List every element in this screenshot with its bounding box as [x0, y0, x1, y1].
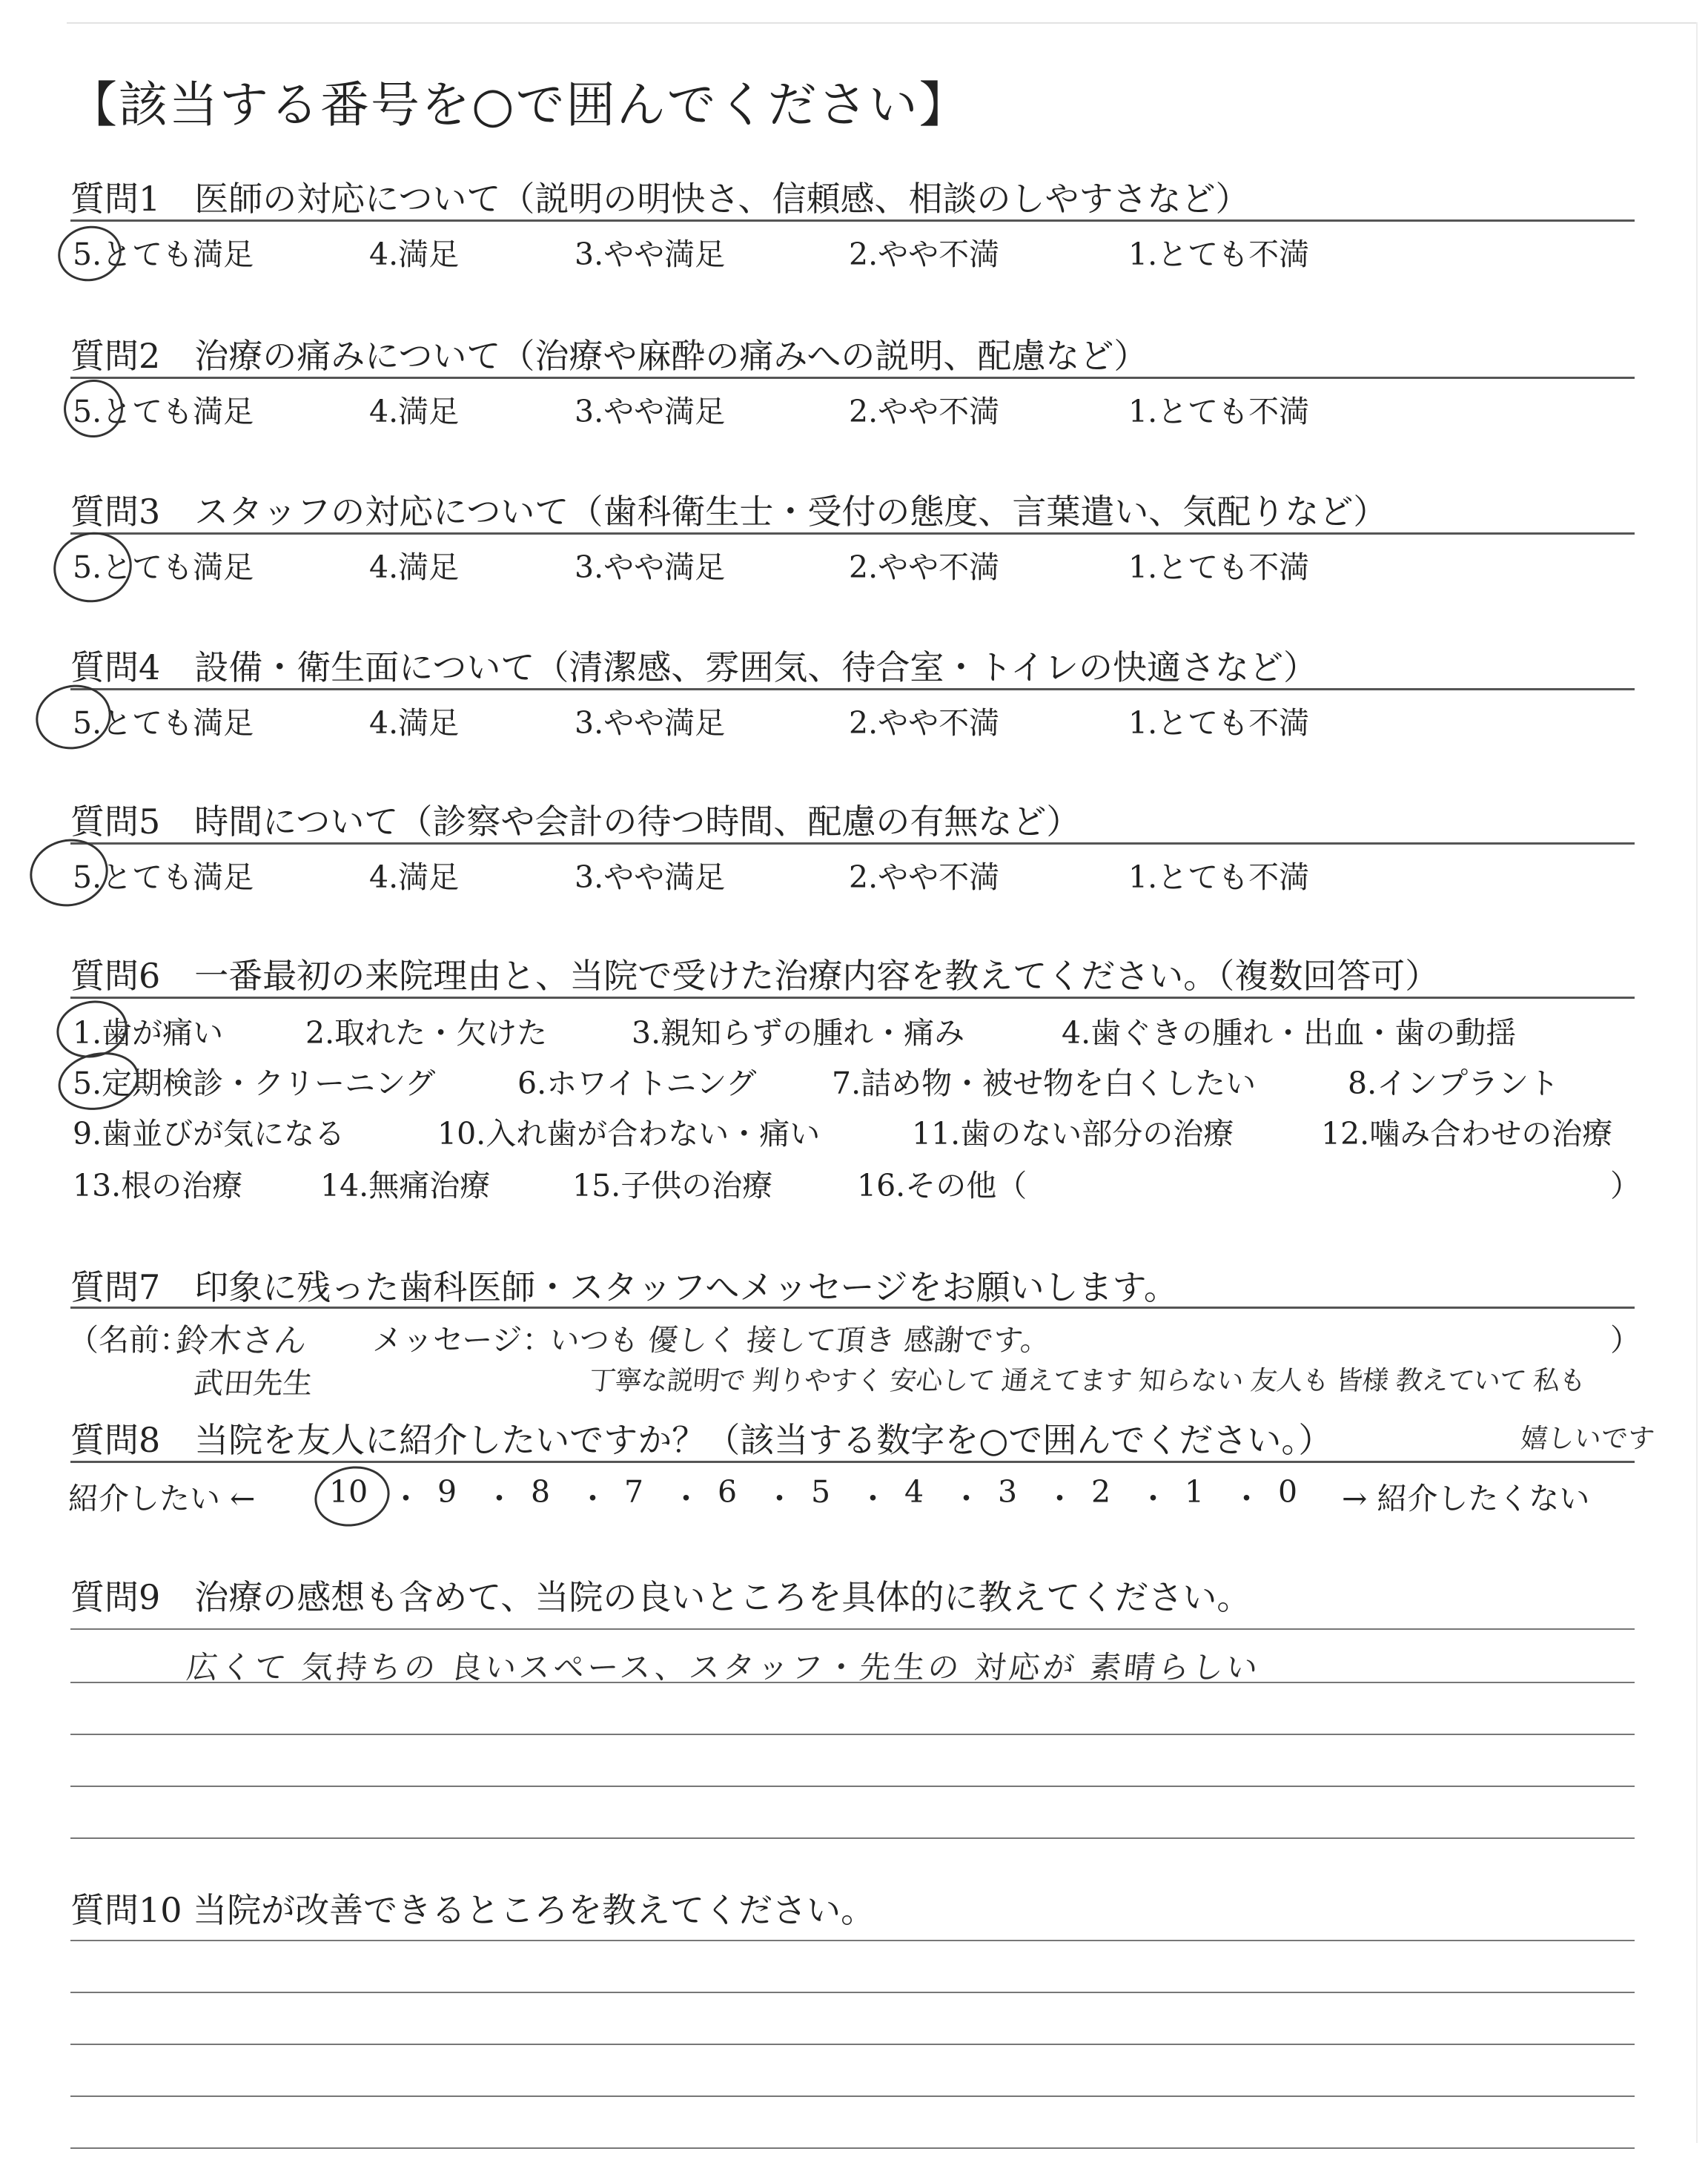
q5-option-5[interactable]: 5.とても満足	[73, 859, 254, 895]
q7-close-paren: ）	[1610, 1322, 1641, 1358]
question-3-title: 質問3 スタッフの対応について（歯科衛生士・受付の態度、言葉遣い、気配りなど）	[70, 492, 1388, 532]
q8-separator: ・	[1138, 1481, 1168, 1516]
q5-option-4[interactable]: 4.満足	[369, 859, 460, 895]
q9-answer-line	[70, 1837, 1635, 1839]
q9-answer-line	[70, 1682, 1635, 1683]
q7-name-label: （名前：	[68, 1322, 190, 1358]
q2-selection-circle	[59, 374, 128, 443]
q1-option-4[interactable]: 4.満足	[369, 237, 460, 272]
q6-other-close-paren: ）	[1610, 1168, 1641, 1203]
q10-answer-line	[70, 1992, 1635, 1993]
q6-option-10[interactable]: 10.入れ歯が合わない・痛い	[437, 1116, 821, 1152]
q6-option-6[interactable]: 6.ホワイトニング	[517, 1066, 757, 1101]
q9-answer-line	[70, 1786, 1635, 1787]
q7-message-label: メッセージ：	[372, 1322, 553, 1358]
q1-option-5[interactable]: 5.とても満足	[73, 237, 254, 272]
q6-option-7[interactable]: 7.詰め物・被せ物を白くしたい	[832, 1066, 1257, 1101]
q4-option-1[interactable]: 1.とても不満	[1128, 705, 1310, 741]
q6-option-11[interactable]: 11.歯のない部分の治療	[912, 1116, 1234, 1152]
scan-border-top	[67, 22, 1698, 27]
q9-handwritten-answer: 広くて 気持ちの 良いスペース、スタッフ・先生の 対応が 素晴らしい	[185, 1649, 1262, 1685]
q6-option-3[interactable]: 3.親知らずの腫れ・痛み	[632, 1015, 965, 1051]
q8-separator: ・	[577, 1481, 608, 1516]
q6-option-15[interactable]: 15.子供の治療	[572, 1168, 773, 1203]
question-4-title: 質問4 設備・衛生面について（清潔感、雰囲気、待合室・トイレの快適さなど）	[70, 647, 1318, 687]
q8-separator: ・	[858, 1481, 888, 1516]
q2-option-1[interactable]: 1.とても不満	[1128, 394, 1310, 429]
question-2-title: 質問2 治療の痛みについて（治療や麻酔の痛みへの説明、配慮など）	[70, 336, 1148, 376]
q4-option-4[interactable]: 4.満足	[369, 705, 460, 741]
q8-scale-3[interactable]: 3	[998, 1474, 1018, 1510]
q8-scale-4[interactable]: 4	[904, 1474, 924, 1510]
question-3-rule	[70, 532, 1635, 535]
q2-option-2[interactable]: 2.やや不満	[849, 394, 1000, 429]
q10-answer-line	[70, 2147, 1635, 2149]
q7-handwritten-name-2: 武田先生	[192, 1367, 315, 1401]
q1-option-1[interactable]: 1.とても不満	[1128, 237, 1310, 272]
q8-separator: ・	[391, 1481, 421, 1516]
q8-scale-2[interactable]: 2	[1091, 1474, 1111, 1510]
q8-selection-circle	[309, 1459, 395, 1533]
q8-scale-1[interactable]: 1	[1185, 1474, 1205, 1510]
q10-answer-line	[70, 2044, 1635, 2045]
question-5-title: 質問5 時間について（診察や会計の待つ時間、配慮の有無など）	[70, 802, 1081, 842]
q10-answer-line	[70, 1940, 1635, 1941]
question-6-rule	[70, 997, 1635, 999]
q7-handwritten-name-1: 鈴木さん	[173, 1322, 309, 1360]
q1-option-2[interactable]: 2.やや不満	[849, 237, 1000, 272]
question-7-rule	[70, 1307, 1635, 1309]
q3-option-3[interactable]: 3.やや満足	[575, 549, 726, 585]
q3-option-5[interactable]: 5.とても満足	[73, 549, 254, 585]
question-10-title: 質問10 当院が改善できるところを教えてください。	[70, 1890, 875, 1930]
q8-separator: ・	[671, 1481, 701, 1516]
q8-scale-6[interactable]: 6	[718, 1474, 738, 1510]
question-7-title: 質問7 印象に残った歯科医師・スタッフへメッセージをお願いします。	[70, 1267, 1178, 1307]
q5-option-1[interactable]: 1.とても不満	[1128, 859, 1310, 895]
question-2-rule	[70, 377, 1635, 379]
q3-option-2[interactable]: 2.やや不満	[849, 549, 1000, 585]
q6-option-13[interactable]: 13.根の治療	[73, 1168, 243, 1203]
q6-option-14[interactable]: 14.無痛治療	[320, 1168, 491, 1203]
q7-handwritten-message-1: いつも 優しく 接して頂き 感謝です。	[548, 1324, 1053, 1358]
q8-scale-8[interactable]: 8	[531, 1474, 551, 1510]
question-5-rule	[70, 842, 1635, 845]
q6-option-16[interactable]: 16.その他（	[857, 1168, 1027, 1203]
q2-option-5[interactable]: 5.とても満足	[73, 394, 254, 429]
q8-separator: ・	[764, 1481, 795, 1516]
q6-option-5[interactable]: 5.定期検診・クリーニング	[73, 1066, 436, 1101]
q8-separator: ・	[484, 1481, 514, 1516]
q8-scale-9[interactable]: 9	[437, 1474, 457, 1510]
q10-answer-line	[70, 2095, 1635, 2097]
q4-option-5[interactable]: 5.とても満足	[73, 705, 254, 741]
q5-option-2[interactable]: 2.やや不満	[849, 859, 1000, 895]
q6-option-9[interactable]: 9.歯並びが気になる	[73, 1116, 345, 1152]
q5-option-3[interactable]: 3.やや満足	[575, 859, 726, 895]
question-1-title: 質問1 医師の対応について（説明の明快さ、信頼感、相談のしやすさなど）	[70, 179, 1250, 219]
scan-border-right	[1696, 22, 1698, 2143]
q6-option-8[interactable]: 8.インプラント	[1348, 1066, 1560, 1101]
q6-selection-circle-5	[53, 1045, 144, 1117]
q8-separator: ・	[951, 1481, 982, 1516]
q1-option-3[interactable]: 3.やや満足	[575, 237, 726, 272]
q6-option-4[interactable]: 4.歯ぐきの腫れ・出血・歯の動揺	[1062, 1015, 1517, 1051]
question-8-title: 質問8 当院を友人に紹介したいですか？（該当する数字を○で囲んでください。）	[70, 1420, 1333, 1460]
question-9-title: 質問9 治療の感想も含めて、当院の良いところを具体的に教えてください。	[70, 1577, 1251, 1617]
question-4-rule	[70, 688, 1635, 690]
question-1-rule	[70, 219, 1635, 222]
q4-option-2[interactable]: 2.やや不満	[849, 705, 1000, 741]
q8-separator: ・	[1231, 1481, 1262, 1516]
q2-option-3[interactable]: 3.やや満足	[575, 394, 726, 429]
q9-answer-line	[70, 1628, 1635, 1630]
form-heading: 【該当する番号を○で囲んでください】	[68, 76, 970, 133]
question-6-title: 質問6 一番最初の来院理由と、当院で受けた治療内容を教えてください。（複数回答可）	[70, 956, 1440, 996]
q6-option-12[interactable]: 12.噛み合わせの治療	[1321, 1116, 1613, 1152]
q8-scale-10[interactable]: 10	[329, 1474, 368, 1510]
q2-option-4[interactable]: 4.満足	[369, 394, 460, 429]
q8-scale-5[interactable]: 5	[811, 1474, 831, 1510]
q8-right-label: → 紹介したくない	[1342, 1481, 1590, 1516]
q6-option-1[interactable]: 1.歯が痛い	[73, 1015, 224, 1051]
q8-left-label: 紹介したい ←	[68, 1481, 256, 1516]
q8-scale-0[interactable]: 0	[1278, 1474, 1298, 1510]
q3-option-4[interactable]: 4.満足	[369, 549, 460, 585]
q7-handwritten-message-3: 嬉しいです	[1519, 1424, 1656, 1454]
q8-separator: ・	[1045, 1481, 1075, 1516]
q7-handwritten-message-2: 丁寧な説明で 判りやすく 安心して 通えてます 知らない 友人も 皆様 教えていて 私も	[587, 1366, 1587, 1396]
q8-scale-7[interactable]: 7	[624, 1474, 644, 1510]
q3-option-1[interactable]: 1.とても不満	[1128, 549, 1310, 585]
q6-option-2[interactable]: 2.取れた・欠けた	[305, 1015, 548, 1051]
question-8-rule	[70, 1461, 1635, 1463]
q3-selection-circle	[47, 525, 138, 610]
q4-option-3[interactable]: 3.やや満足	[575, 705, 726, 741]
q9-answer-line	[70, 1734, 1635, 1735]
